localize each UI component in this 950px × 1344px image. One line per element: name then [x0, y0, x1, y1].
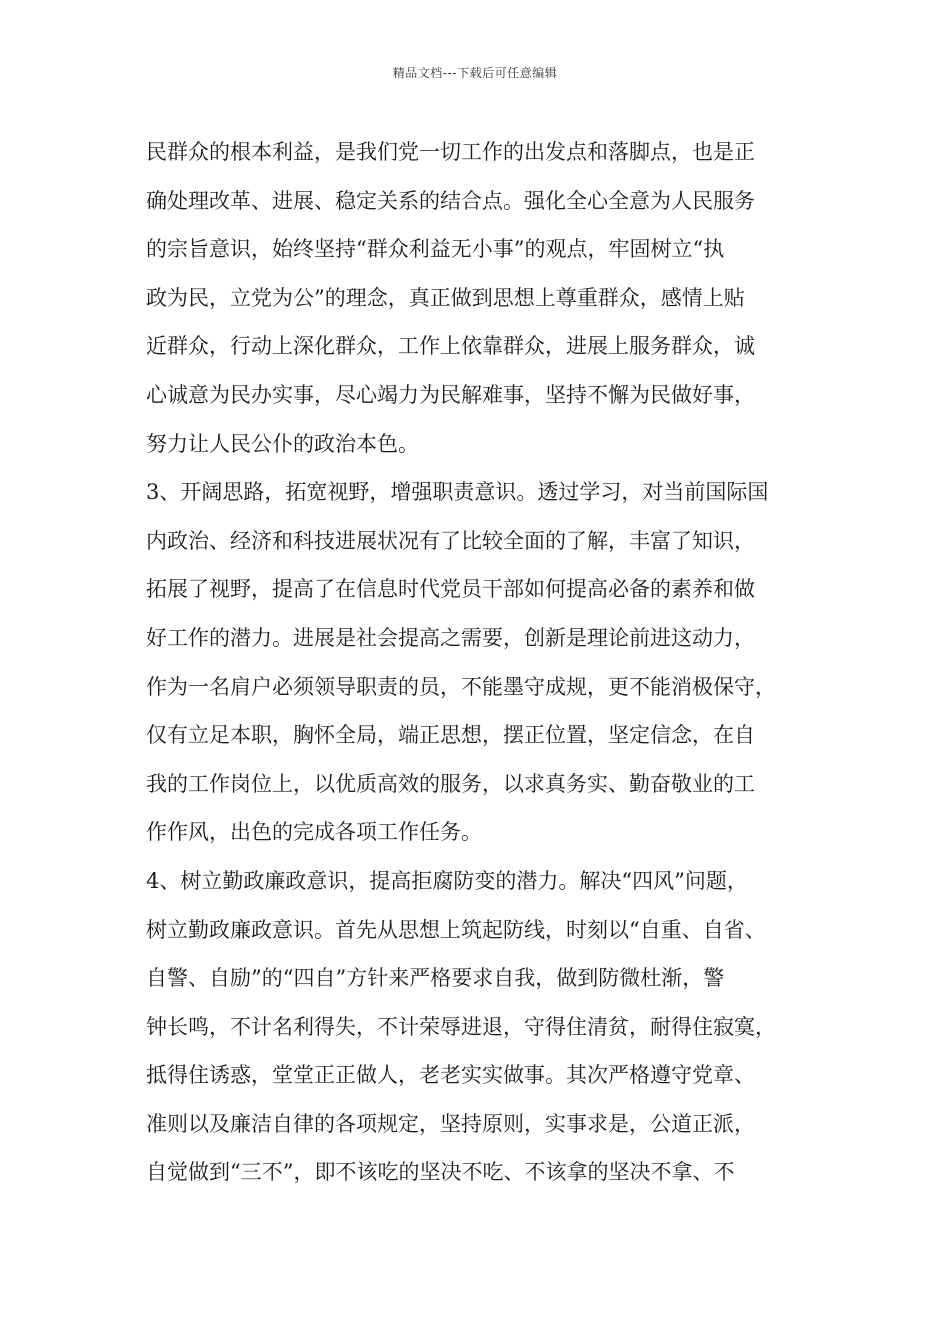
text-line: 树立勤政廉政意识。首先从思想上筑起防线，时刻以“自重、自省、 — [146, 917, 766, 942]
text-line: 仅有立足本职，胸怀全局，端正思想，摆正位置，坚定信念，在自 — [146, 723, 755, 748]
text-line: 作为一名肩户必须领导职责的员，不能墨守成规，更不能消极保守， — [146, 674, 776, 699]
text-line: 民群众的根本利益，是我们党一切工作的出发点和落脚点，也是正 — [146, 140, 755, 164]
text-line: 钟长鸣，不计名利得失，不计荣辱进退，守得住清贫，耐得住寂寞， — [146, 1014, 776, 1039]
text-line: 拓展了视野，提高了在信息时代党员干部如何提高必备的素养和做 — [146, 577, 755, 602]
page-header: 精品文档---下载后可任意编辑 — [392, 66, 558, 80]
text-line: 确处理改革、进展、稳定关系的结合点。强化全心全意为人民服务 — [146, 188, 755, 213]
text-line: 作作风，出色的完成各项工作任务。 — [146, 820, 482, 845]
text-line: 我的工作岗位上，以优质高效的服务，以求真务实、勤奋敬业的工 — [146, 771, 755, 796]
text-line: 近群众，行动上深化群众，工作上依靠群众，进展上服务群众，诚 — [146, 334, 755, 359]
text-line: 努力让人民公仆的政治本色。 — [146, 431, 419, 456]
body-text — [146, 128, 826, 1197]
text-line: 政为民，立党为公”的理念，真正做到思想上尊重群众，感情上贴 — [146, 285, 745, 310]
text-line: 准则以及廉洁自律的各项规定，坚持原则，实事求是，公道正派， — [146, 1111, 755, 1136]
text-line: 内政治、经济和科技进展状况有了比较全面的了解，丰富了知识， — [146, 528, 755, 553]
section-heading-line: 4、树立勤政廉政意识，提高拒腐防变的潜力。解决“四风”问题， — [146, 868, 748, 893]
text-line: 心诚意为民办实事，尽心竭力为民解难事，坚持不懈为民做好事， — [146, 382, 755, 407]
text-line: 自觉做到“三不”，即不该吃的坚决不吃、不该拿的坚决不拿、不 — [146, 1160, 735, 1185]
text-line: 抵得住诱惑，堂堂正正做人，老老实实做事。其次严格遵守党章、 — [146, 1063, 755, 1088]
text-line: 自警、自励”的“四自”方针来严格要求自我，做到防微杜渐，警 — [146, 966, 725, 991]
section-heading-line: 3、开阔思路，拓宽视野，增强职责意识。透过学习，对当前国际国 — [146, 480, 769, 505]
text-line: 好工作的潜力。进展是社会提高之需要，创新是理论前进这动力， — [146, 625, 755, 650]
text-line: 的宗旨意识，始终坚持“群众利益无小事”的观点，牢固树立“执 — [146, 237, 725, 262]
